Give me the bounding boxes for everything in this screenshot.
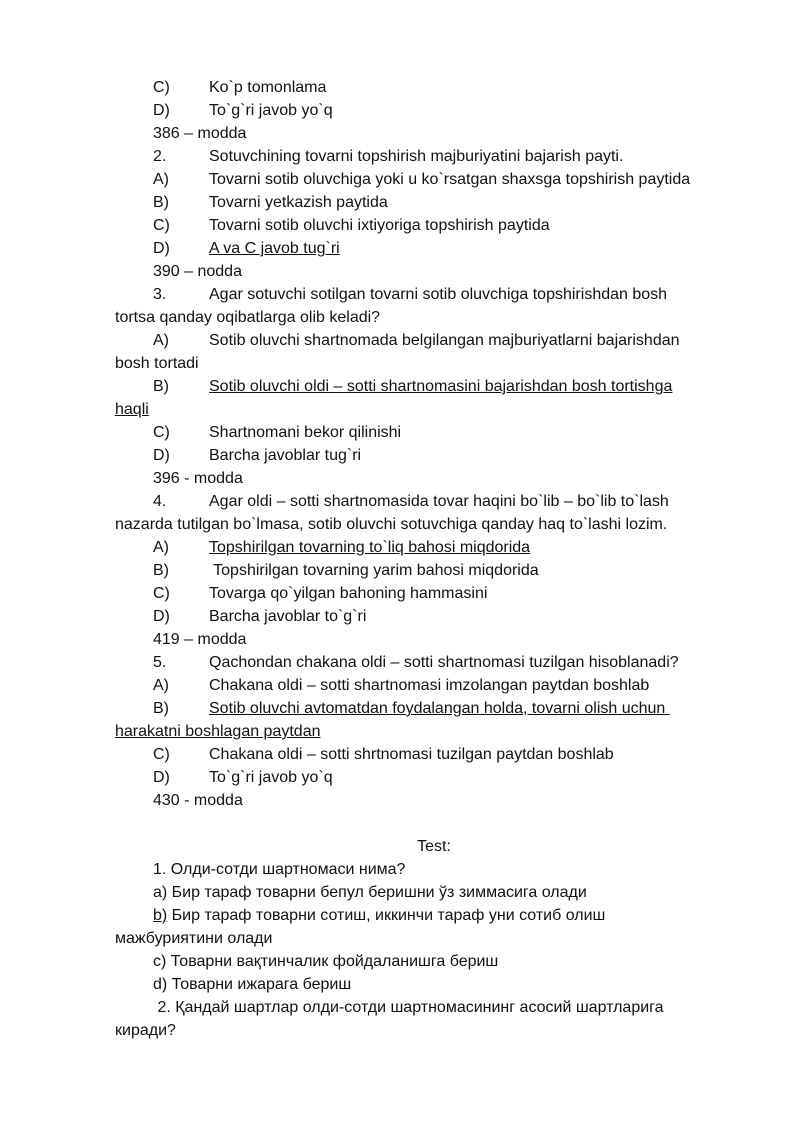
option-text: [153, 906, 605, 926]
option-label: D): [153, 102, 170, 119]
question-text-continued: tortsa qanday oqibatlarga olib keladi?: [115, 309, 381, 326]
option-label: A): [153, 677, 169, 694]
option-label: C): [153, 79, 170, 96]
question-text-continued: киради?: [115, 1022, 176, 1039]
option-label: C): [153, 585, 170, 602]
option-text: Ko`p tomonlama: [209, 79, 327, 96]
option-text-body: Бир тараф товарни сотиш, иккинчи тараф уни сотиб олиш: [167, 907, 606, 924]
question-text: 1. Олди-сотди шартномаси нима?: [153, 861, 406, 878]
option-text: Tovarni sotib oluvchiga yoki u ko`rsatgan shaxsga topshirish paytida: [209, 171, 691, 188]
option-label: B): [153, 378, 169, 395]
correct-answer-text-continued: harakatni boshlagan paytdan: [115, 723, 321, 740]
option-text: To`g`ri javob yo`q: [209, 769, 333, 786]
option-label: C): [153, 424, 170, 441]
option-label: D): [153, 769, 170, 786]
option-label: D): [153, 608, 170, 625]
question-number: 2.: [153, 148, 167, 165]
option-text: Topshirilgan tovarning yarim bahosi miqdorida: [209, 562, 539, 579]
option-label: A): [153, 171, 169, 188]
option-label: D): [153, 240, 170, 257]
option-label: B): [153, 700, 169, 717]
article-reference: 419 – modda: [153, 631, 247, 648]
question-text: Agar sotuvchi sotilgan tovarni sotib oluvchiga topshirishdan bosh: [209, 286, 668, 303]
option-text-continued: bosh tortadi: [115, 355, 199, 372]
question-number: 5.: [153, 654, 167, 671]
option-text: c) Товарни вақтинчалик фойдаланишга бериш: [153, 953, 499, 970]
question-text: Agar oldi – sotti shartnomasida tovar haqini bo`lib – bo`lib to`lash: [209, 493, 669, 510]
option-label: A): [153, 539, 169, 556]
option-label: C): [153, 217, 170, 234]
question-number: 4.: [153, 493, 167, 510]
section-heading: Test:: [417, 838, 451, 855]
option-text: To`g`ri javob yo`q: [209, 102, 333, 119]
article-reference: 396 - modda: [153, 470, 243, 487]
correct-answer-text: A va C javob tug`ri: [209, 240, 340, 257]
option-label: B): [153, 194, 169, 211]
option-text: Tovarni yetkazish paytida: [209, 194, 388, 211]
option-text: Barcha javoblar tug`ri: [209, 447, 362, 464]
option-text: Sotib oluvchi shartnomada belgilangan majburiyatlarni bajarishdan: [209, 332, 680, 349]
option-label: A): [153, 332, 169, 349]
question-text: Sotuvchining tovarni topshirish majburiyatini bajarish payti.: [209, 148, 624, 165]
question-text: 2. Қандай шартлар олди-сотди шартномасининг асосий шартларига: [153, 999, 664, 1016]
article-reference: 430 - modda: [153, 792, 243, 809]
option-label: C): [153, 746, 170, 763]
option-text: Shartnomani bekor qilinishi: [209, 424, 402, 441]
option-text: Chakana oldi – sotti shartnomasi imzolangan paytdan boshlab: [209, 677, 650, 694]
question-text: Qachondan chakana oldi – sotti shartnomasi tuzilgan hisoblanadi?: [209, 654, 679, 671]
option-text: d) Товарни ижарага бериш: [153, 976, 352, 993]
option-text: Chakana oldi – sotti shrtnomasi tuzilgan paytdan boshlab: [209, 746, 614, 763]
correct-answer-text: Sotib oluvchi oldi – sotti shartnomasini bajarishdan bosh tortishga: [209, 378, 673, 395]
question-text-continued: nazarda tutilgan bo`lmasa, sotib oluvchi sotuvchiga qanday haq to`lashi lozim.: [115, 516, 668, 533]
option-text: a) Бир тараф товарни бепул беришни ўз зиммасига олади: [153, 884, 587, 901]
correct-answer-text-continued: haqli: [115, 401, 149, 418]
question-number: 3.: [153, 286, 167, 303]
article-reference: 390 – nodda: [153, 263, 242, 280]
option-label: B): [153, 562, 169, 579]
correct-answer-text: Sotib oluvchi avtomatdan foydalangan holda, tovarni olish uchun: [209, 700, 670, 717]
article-reference: 386 – modda: [153, 125, 247, 142]
correct-option-label: b): [153, 907, 168, 924]
option-label: D): [153, 447, 170, 464]
correct-answer-text: Topshirilgan tovarning to`liq bahosi miqdorida: [209, 539, 531, 556]
option-text: Tovarga qo`yilgan bahoning hammasini: [209, 585, 488, 602]
option-text: Barcha javoblar to`g`ri: [209, 608, 367, 625]
option-text-continued: мажбуриятини олади: [115, 930, 273, 947]
option-text: Tovarni sotib oluvchi ixtiyoriga topshirish paytida: [209, 217, 550, 234]
